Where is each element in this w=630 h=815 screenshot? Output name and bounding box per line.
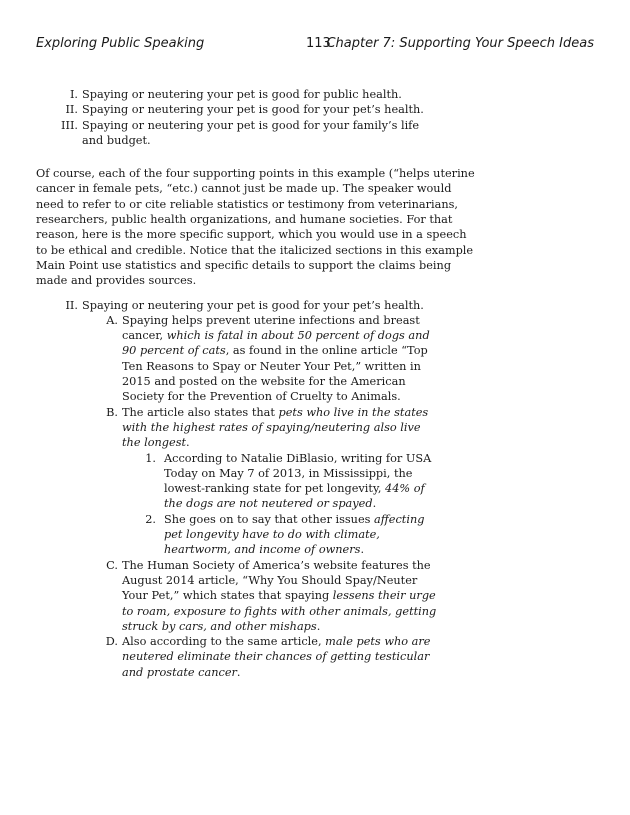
outline-subpoint-b (82, 405, 476, 451)
outline-text: Spaying helps prevent uterine infections and breast cancer, which is fatal in about 50 percent of dogs and 90 percent of cats, as found in the online article “Top Ten Reasons to Spay or Neuter Your Pet,” written in 2015 and posted on the website for the American Society for the Prevention of Cruelty to Animals. (122, 313, 430, 404)
outline (36, 298, 476, 680)
outline-subsub-2 (122, 512, 476, 558)
list-text: Spaying or neutering your pet is good for public health. (82, 88, 402, 101)
outline-subpoint-a (82, 313, 476, 405)
italic-support: lessens their urge to roam, exposure to fights with other animals, getting struck by cars, and other mishaps (122, 589, 437, 633)
list-text: Spaying or neutering your pet is good for your family’s life and budget. (82, 118, 420, 147)
list-item (36, 102, 476, 117)
outline-text: Also according to the same article, male pets who are neutered eliminate their chances of getting testicular and prostate cancer. (122, 635, 431, 679)
outline-number: B. (106, 405, 118, 419)
outline-text: She goes on to say that other issues affecting pet longevity have to do with climate, heartworm, and income of owners. (164, 512, 425, 557)
outline-text: The Human Society of America’s website features the August 2014 article, “Why You Should Spay/Neuter Your Pet,” which states that spaying lessens their urge to roam, exposure to fights with other animals, getting struck by cars, and other mishaps. (122, 558, 437, 633)
outline-number: II. (65, 298, 78, 312)
outline-main-point (36, 298, 476, 313)
outline-number: C. (106, 558, 118, 572)
italic-support: pets who live in the states with the highest rates of spaying/neutering also live the longest (122, 405, 429, 450)
italic-support: 44% of the dogs are not neutered or spayed (164, 482, 425, 511)
outline-number: 2. (145, 512, 156, 526)
outline-subsub-1 (122, 451, 476, 512)
outline-text: The article also states that pets who live in the states with the highest rates of spaying/neutering also live the longest. (122, 405, 429, 450)
outline-number: D. (105, 635, 118, 649)
list-number: I. (69, 88, 78, 101)
italic-support: male pets who are neutered eliminate their chances of getting testicular and prostate cancer (122, 635, 431, 679)
list-item (36, 87, 476, 102)
page-number: 113 (306, 36, 331, 51)
list-item (36, 118, 476, 149)
list-number: III. (61, 118, 78, 132)
outline-number: 1. (145, 451, 156, 465)
list-number: II. (65, 103, 78, 117)
outline-text: According to Natalie DiBlasio, writing for USA Today on May 7 of 2013, in Mississippi, the lowest-ranking state for pet longevity, 44% of the dogs are not neutered or spayed. (164, 451, 432, 511)
outline-subpoint-c (82, 558, 476, 634)
book-title: Exploring Public Speaking (36, 36, 205, 51)
page-body (36, 87, 476, 680)
outline-text: Spaying or neutering your pet is good for your pet’s health. (82, 298, 424, 312)
italic-support: affecting pet longevity have to do with climate, heartworm, and income of owners (164, 512, 425, 557)
outline-number: A. (106, 313, 118, 327)
outline-subpoint-d (82, 634, 476, 680)
list-text: Spaying or neutering your pet is good for your pet’s health. (82, 103, 424, 117)
roman-list (36, 87, 476, 148)
body-paragraph: Of course, each of the four supporting points in this example (“helps uterine cancer in female pets, “etc.) cannot just be made up. The speaker would need to refer to or cite reliable statistics or testimony from veterinarians, researchers, public health organizations, and humane societies. For that reason, here is the more specific support, which you would use in a speech to be ethical and credible. Notice that the italicized sections in this example Main Point use statistics and specific details to support the claims being made and provides sources. (36, 167, 475, 288)
italic-support: which is fatal in about 50 percent of dogs and 90 percent of cats (122, 329, 430, 358)
chapter-title: Chapter 7: Supporting Your Speech Ideas (326, 36, 594, 51)
page-header (36, 36, 594, 54)
